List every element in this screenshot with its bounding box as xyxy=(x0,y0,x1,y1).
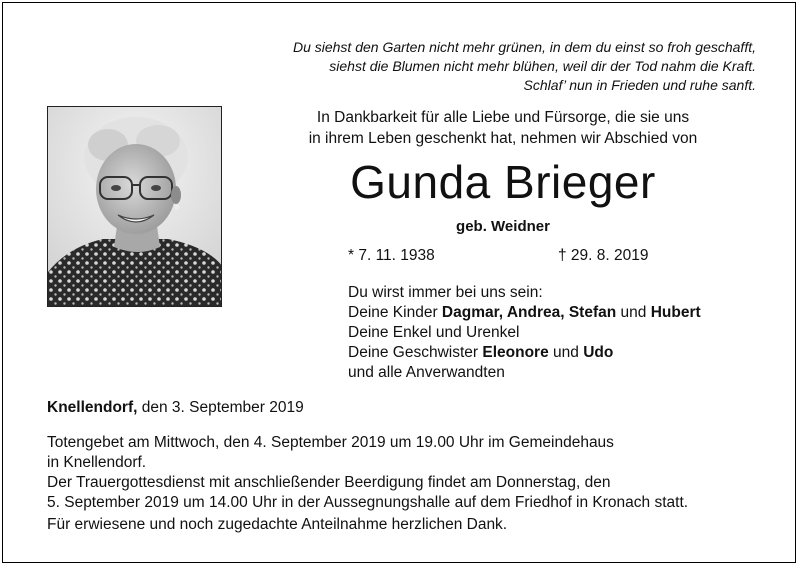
details-line: Totengebet am Mittwoch, den 4. September 2019 um 19.00 Uhr im Gemeindehaus xyxy=(47,434,614,451)
poem-line: Du siehst den Garten nicht mehr grünen, in dem du einst so froh geschafft, xyxy=(292,39,756,55)
birth-date: * 7. 11. 1938 xyxy=(348,247,435,264)
place: Knellendorf, xyxy=(47,399,138,416)
maiden-name: geb. Weidner xyxy=(456,218,550,235)
details-line: in Knellendorf. xyxy=(47,454,147,471)
mourners-relatives: und alle Anverwandten xyxy=(348,364,505,381)
death-date: † 29. 8. 2019 xyxy=(558,247,649,264)
children-names: Dagmar, Andrea, Stefan xyxy=(441,304,617,321)
service-details xyxy=(47,433,688,535)
siblings-prefix: Deine Geschwister xyxy=(348,344,483,361)
place-date xyxy=(47,399,304,417)
mourners-list xyxy=(348,283,701,383)
mourners-grandchildren: Deine Enkel und Urenkel xyxy=(348,324,520,341)
poem-line: siehst die Blumen nicht mehr blühen, weil dir der Tod nahm die Kraft. xyxy=(329,58,756,74)
portrait-photo xyxy=(47,106,222,307)
poem-line: Schlaf’ nun in Frieden und ruhe sanft. xyxy=(523,77,756,93)
intro-text xyxy=(243,107,763,149)
children-and: und xyxy=(616,304,651,321)
details-line: 5. September 2019 um 14.00 Uhr in der Aussegnungshalle auf dem Friedhof in Kronach statt. xyxy=(47,494,689,511)
children-last: Hubert xyxy=(650,304,701,321)
deceased-name: Gunda Brieger xyxy=(350,156,656,208)
thanks-line: Für erwiesene und noch zugedachte Anteilnahme herzlichen Dank. xyxy=(47,516,508,533)
children-prefix: Deine Kinder xyxy=(348,304,442,321)
sibling-2: Udo xyxy=(583,344,614,361)
mourners-children xyxy=(348,303,701,323)
mourners-intro: Du wirst immer bei uns sein: xyxy=(348,284,543,301)
intro-line: in ihrem Leben geschenkt hat, nehmen wir Abschied von xyxy=(308,130,698,147)
poem xyxy=(203,38,756,95)
date: den 3. September 2019 xyxy=(137,399,304,416)
sibling-1: Eleonore xyxy=(482,344,549,361)
obituary-card xyxy=(2,2,796,563)
intro-line: In Dankbarkeit für alle Liebe und Fürsorge, die sie uns xyxy=(316,109,690,126)
mourners-siblings xyxy=(348,343,701,363)
details-line: Der Trauergottesdienst mit anschließender Beerdigung findet am Donnerstag, den xyxy=(47,474,611,491)
siblings-and: und xyxy=(548,344,584,361)
